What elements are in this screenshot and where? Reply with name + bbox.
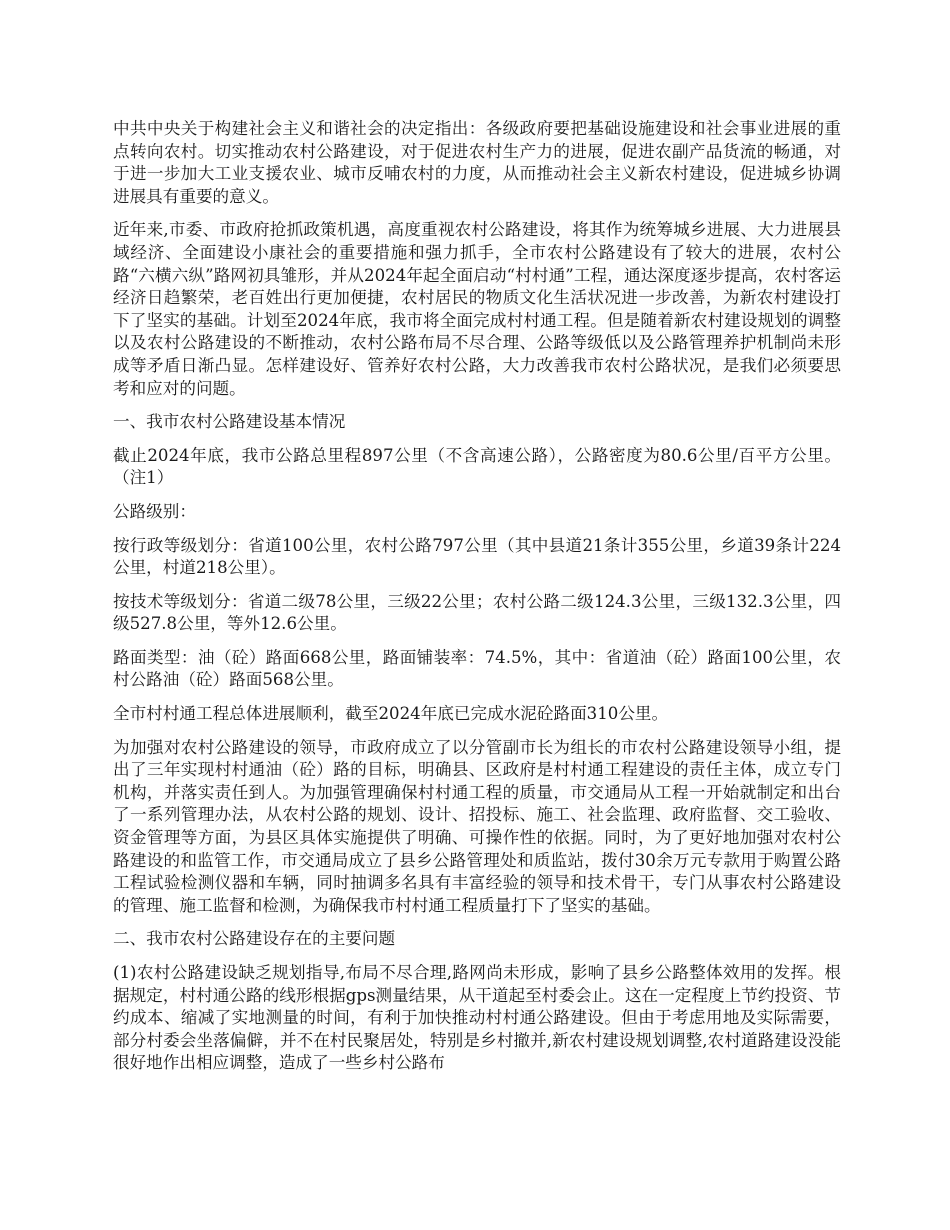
paragraph-total-mileage: 截止2024年底，我市公路总里程897公里（不含高速公路），公路密度为80.6公里/百平方公里。（注1） (113, 445, 841, 488)
paragraph-administrative-level: 按行政等级划分：省道100公里，农村公路797公里（其中县道21条计355公里，乡道39条计224公里，村道218公里）。 (113, 535, 841, 578)
section-heading-main-problems: 二、我市农村公路建设存在的主要问题 (113, 929, 396, 949)
paragraph-leadership-management: 为加强对农村公路建设的领导，市政府成立了以分管副市长为组长的市农村公路建设领导小组，提出了三年实现村村通油（砼）路的目标，明确县、区政府是村村通工程建设的责任主体，成立专门机构，并落实责任到人。为加强管理确保村村通工程的质量，市交通局从工程一开始就制定和出台了一系列管理办法，从农村公路的规划、设计、招投标、施工、社会监理、政府监督、交工验收、资金管理等方面，为县区具体实施提供了明确、可操作性的依据。同时，为了更好地加强对农村公路建设的和监管工作，市交通局成立了县乡公路管理处和质监站，拨付30余万元专款用于购置公路工程试验检测仪器和车辆，同时抽调多名具有丰富经验的领导和技术骨干，专门从事农村公路建设的管理、施工监督和检测，为确保我市村村通工程质量打下了坚实的基础。 (113, 737, 841, 915)
paragraph-road-level-label: 公路级别： (113, 501, 196, 521)
paragraph-village-project-progress: 全市村村通工程总体进展顺利，截至2024年底已完成水泥砼路面310公里。 (113, 704, 669, 724)
section-heading-basic-situation: 一、我市农村公路建设基本情况 (113, 412, 346, 432)
paragraph-intro: 中共中央关于构建社会主义和谐社会的决定指出：各级政府要把基础设施建设和社会事业进展的重点转向农村。切实推动农村公路建设，对于促进农村生产力的进展，促进农副产品货流的畅通，对于进一步加大工业支援农业、城市反哺农村的力度，从而推动社会主义新农村建设，促进城乡协调进展具有重要的意义。 (113, 119, 841, 206)
paragraph-technical-level: 按技术等级划分：省道二级78公里，三级22公里；农村公路二级124.3公里，三级132.3公里，四级527.8公里，等外12.6公里。 (113, 591, 841, 634)
paragraph-background: 近年来,市委、市政府抢抓政策机遇，高度重视农村公路建设，将其作为统筹城乡进展、大力进展县域经济、全面建设小康社会的重要措施和强力抓手，全市农村公路建设有了较大的进展，农村公路“六横六纵”路网初具雏形，并从2024年起全面启动“村村通”工程，通达深度逐步提高，农村客运经济日趋繁荣，老百姓出行更加便捷，农村居民的物质文化生活状况进一步改善，为新农村建设打下了坚实的基础。计划至2024年底，我市将全面完成村村通工程。但是随着新农村建设规划的调整以及农村公路建设的不断推动，农村公路布局不尽合理、公路等级低以及公路管理养护机制尚未形成等矛盾日渐凸显。怎样建设好、管养好农村公路，大力改善我市农村公路状况，是我们必须要思考和应对的问题。 (113, 220, 841, 398)
paragraph-problem-1: (1)农村公路建设缺乏规划指导,布局不尽合理,路网尚未形成，影响了县乡公路整体效用的发挥。根据规定，村村通公路的线形根据gps测量结果，从干道起至村委会止。这在一定程度上节约投资、节约成本、缩减了实地测量的时间，有利于加快推动村村通公路建设。但由于考虑用地及实际需要，部分村委会坐落偏僻，并不在村民聚居处，特别是乡村撤并,新农村建设规划调整,农村道路建设没能很好地作出相应调整，造成了一些乡村公路布 (113, 963, 841, 1073)
document-body (113, 118, 841, 1086)
paragraph-pavement-type: 路面类型：油（砼）路面668公里，路面铺装率：74.5%，其中：省道油（砼）路面100公里，农村公路油（砼）路面568公里。 (113, 647, 841, 690)
